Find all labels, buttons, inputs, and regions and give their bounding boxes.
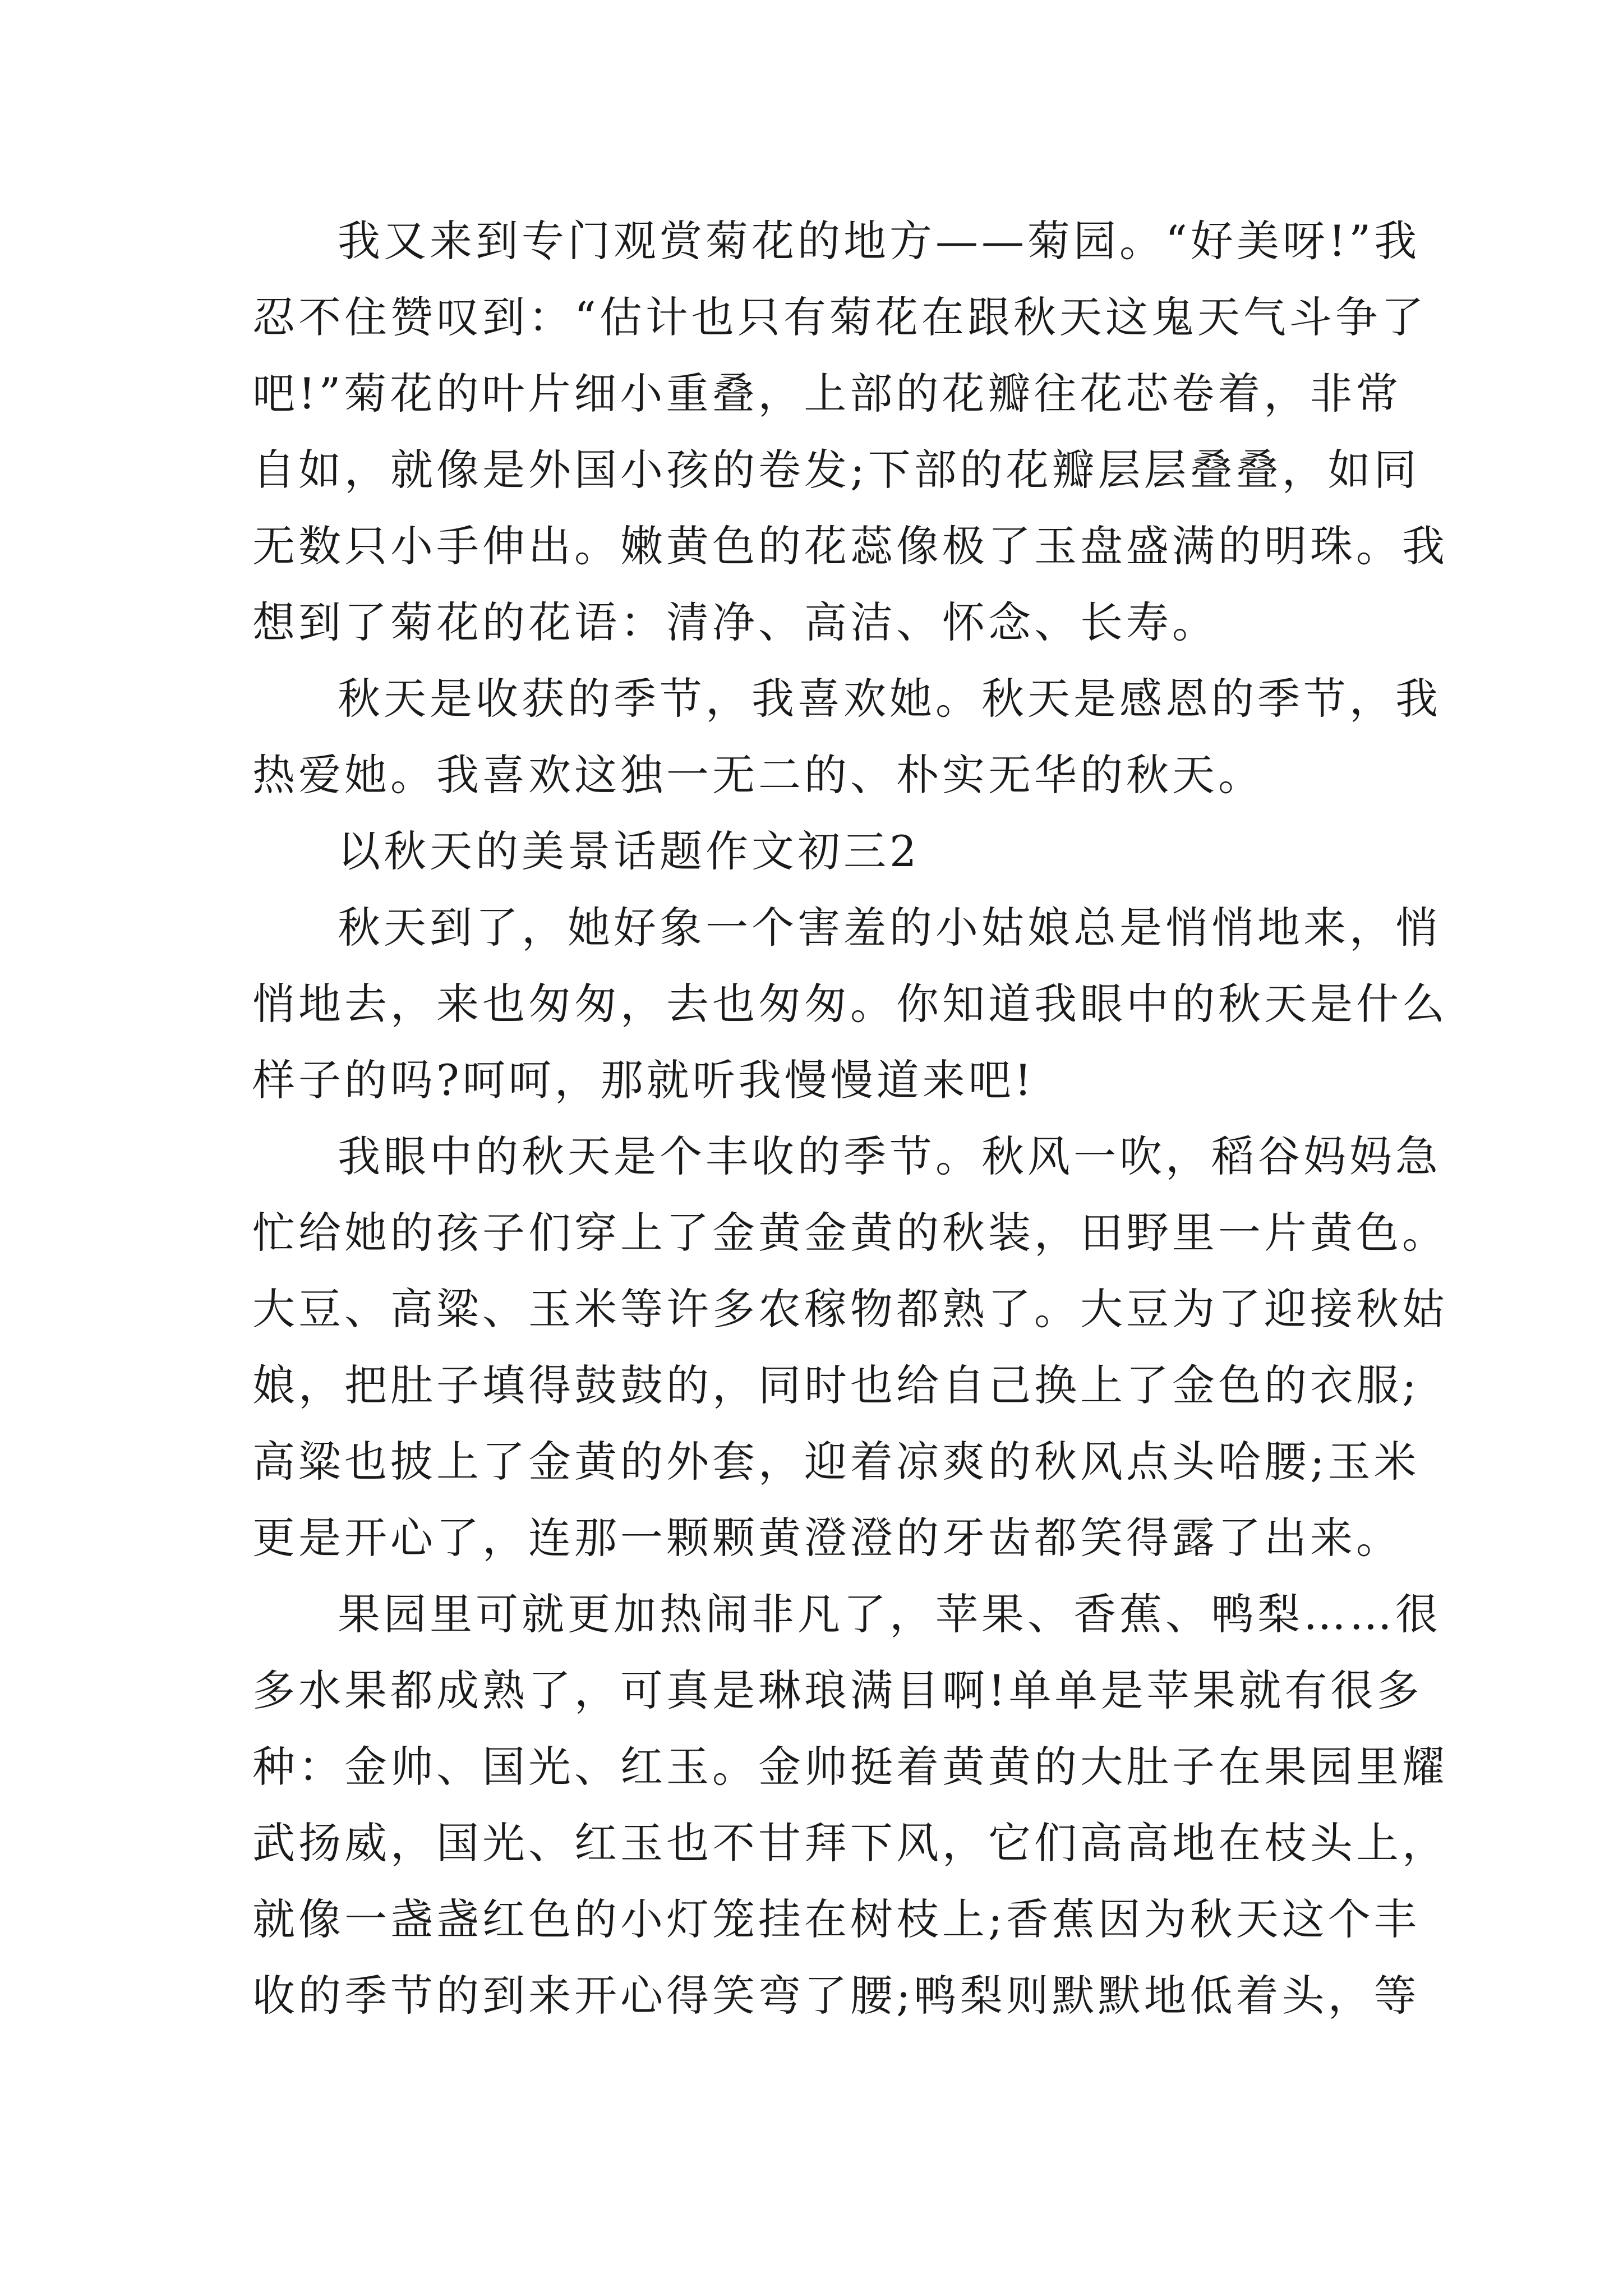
text-line: 大豆、高粱、玉米等许多农稼物都熟了。大豆为了迎接秋姑 [252, 1284, 1448, 1334]
text-line: 高粱也披上了金黄的外套，迎着凉爽的秋风点头哈腰;玉米 [252, 1437, 1420, 1487]
text-line: 更是开心了，连那一颗颗黄澄澄的牙齿都笑得露了出来。 [252, 1513, 1402, 1563]
paragraph-autumn-arrives [252, 890, 1448, 1119]
paragraph-chrysanthemum-garden [252, 203, 1448, 661]
text-line: 想到了菊花的花语：清净、高洁、怀念、长寿。 [252, 597, 1218, 647]
paragraph-orchard [252, 1576, 1448, 2034]
paragraph-autumn-harvest-love [252, 661, 1441, 813]
text-line: 热爱她。我喜欢这独一无二的、朴实无华的秋天。 [252, 750, 1264, 800]
text-line: 无数只小手伸出。嫩黄色的花蕊像极了玉盘盛满的明珠。我 [252, 521, 1448, 571]
text-line: 自如，就像是外国小孩的卷发;下部的花瓣层层叠叠，如同 [252, 445, 1420, 495]
text-line: 收的季节的到来开心得笑弯了腰;鸭梨则默默地低着头，等 [252, 1971, 1420, 2021]
section-heading [252, 813, 1385, 890]
text-line: 果园里可就更加热闹非凡了，苹果、香蕉、鸭梨……很 [338, 1589, 1441, 1639]
text-line: 多水果都成熟了，可真是琳琅满目啊!单单是苹果就有很多 [252, 1665, 1423, 1715]
document-page [252, 203, 1448, 2034]
text-line: 我眼中的秋天是个丰收的季节。秋风一吹，稻谷妈妈急 [338, 1131, 1441, 1181]
text-line: 秋天到了，她好象一个害羞的小姑娘总是悄悄地来，悄 [338, 903, 1441, 953]
text-line: 忍不住赞叹到：“估计也只有菊花在跟秋天这鬼天气斗争了 [252, 292, 1427, 342]
text-line: 悄地去，来也匆匆，去也匆匆。你知道我眼中的秋天是什么 [252, 979, 1448, 1029]
text-line: 秋天是收获的季节，我喜欢她。秋天是感恩的季节，我 [338, 674, 1441, 724]
text-line: 武扬威，国光、红玉也不甘拜下风，它们高高地在枝头上， [252, 1818, 1448, 1868]
text-line: 娘，把肚子填得鼓鼓的，同时也给自己换上了金色的衣服; [252, 1360, 1420, 1410]
text-line: 吧!”菊花的叶片细小重叠，上部的花瓣往花芯卷着，非常 [252, 369, 1402, 418]
essay-title: 以秋天的美景话题作文初三2 [338, 826, 920, 876]
text-line: 忙给她的孩子们穿上了金黄金黄的秋装，田野里一片黄色。 [252, 1208, 1448, 1258]
text-line: 种：金帅、国光、红玉。金帅挺着黄黄的大肚子在果园里耀 [252, 1742, 1448, 1792]
text-line: 样子的吗?呵呵，那就听我慢慢道来吧! [252, 1055, 1035, 1105]
text-line: 就像一盏盏红色的小灯笼挂在树枝上;香蕉因为秋天这个丰 [252, 1894, 1420, 1944]
text-line: 我又来到专门观赏菊花的地方——菊园。“好美呀!”我 [338, 216, 1421, 266]
paragraph-harvest-fields [252, 1119, 1448, 1576]
